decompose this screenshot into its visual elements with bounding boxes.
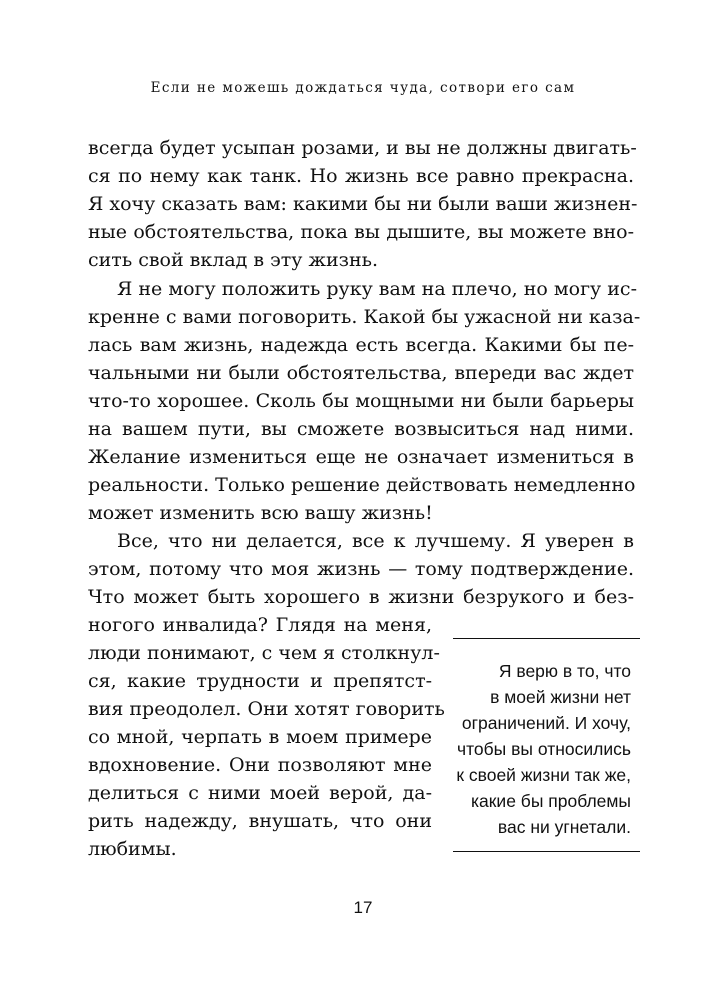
running-header: Если не можешь дождаться чуда, сотвори его сам <box>150 80 576 96</box>
body-line: люди понимают, с чем я столкнул- <box>88 642 440 664</box>
pull-quote-line: Я верю в то, что <box>498 661 631 681</box>
pull-quote-line: ограничений. И хочу, <box>461 713 631 733</box>
pull-quote-line: какие бы проблемы <box>471 791 631 811</box>
pull-quote-line: чтобы вы относились <box>456 739 631 759</box>
body-line: Я не могу положить руку вам на плечо, но могу ис- <box>117 278 637 300</box>
body-line: Что может быть хорошего в жизни безрукого и без- <box>88 586 634 608</box>
body-line: Желание измениться еще не означает измениться в <box>88 446 634 468</box>
body-line: может изменить всю вашу жизнь! <box>88 502 433 524</box>
pull-quote-line: в моей жизни нет <box>490 687 631 707</box>
pull-quote-line: вас ни угнетали. <box>497 817 631 837</box>
body-line: ся, какие трудности и препятст- <box>88 670 432 692</box>
page-number: 17 <box>353 898 373 917</box>
pull-quote-top-rule <box>453 638 640 639</box>
body-line: этом, потому что моя жизнь — тому подтверждение. <box>88 558 634 580</box>
body-line: со мной, черпать в моем примере <box>88 726 432 748</box>
body-line: Я хочу сказать вам: какими бы ни были ваши жизнен- <box>88 193 638 215</box>
body-line: чальными ни были обстоятельства, впереди вас ждет <box>88 362 634 384</box>
body-line: всегда будет усыпан розами, и вы не должны двигать- <box>88 137 637 159</box>
body-line: Все, что ни делается, все к лучшему. Я уверен в <box>117 530 634 552</box>
body-line: вдохновение. Они позволяют мне <box>88 754 432 776</box>
body-line: что-то хорошее. Сколь бы мощными ни были барьеры <box>88 390 634 412</box>
body-line: ногого инвалида? Глядя на меня, <box>88 614 432 636</box>
body-line: ся по нему как танк. Но жизнь все равно прекрасна. <box>88 165 634 187</box>
pull-quote-bottom-rule <box>453 851 640 852</box>
body-line: рить надежду, внушать, что они <box>88 810 432 832</box>
pull-quote-line: к своей жизни так же, <box>456 765 631 785</box>
body-line: сить свой вклад в эту жизнь. <box>88 249 379 271</box>
body-line: любимы. <box>88 838 177 860</box>
body-line: вия преодолел. Они хотят говорить <box>88 698 445 720</box>
body-line: ные обстоятельства, пока вы дышите, вы можете вно- <box>88 221 634 243</box>
body-line: кренне с вами поговорить. Какой бы ужасной ни каза- <box>88 306 641 328</box>
body-line: реальности. Только решение действовать немедленно <box>88 474 636 496</box>
body-line: на вашем пути, вы сможете возвыситься над ними. <box>88 418 634 440</box>
body-line: делиться с ними моей верой, да- <box>88 782 432 804</box>
body-line: лась вам жизнь, надежда есть всегда. Какими бы пе- <box>88 334 634 356</box>
